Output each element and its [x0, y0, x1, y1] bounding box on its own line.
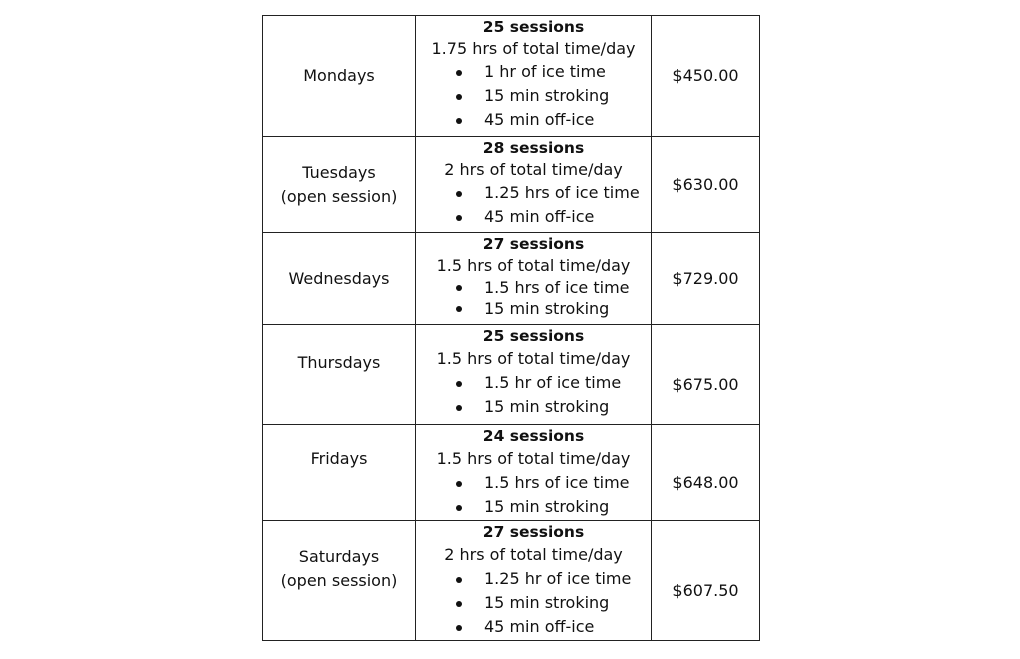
time-breakdown-list — [416, 371, 651, 419]
price: $630.00 — [672, 174, 739, 194]
day-cell — [263, 137, 416, 233]
total-time: 2 hrs of total time/day — [444, 545, 623, 564]
time-breakdown-list — [416, 567, 651, 639]
day-cell — [263, 521, 416, 641]
day-name: Fridays — [310, 449, 368, 468]
session-count: 25 sessions — [482, 18, 585, 36]
details-cell — [416, 325, 652, 425]
day-cell — [263, 233, 416, 325]
total-time: 1.5 hrs of total time/day — [436, 256, 631, 275]
day-name: Tuesdays — [302, 162, 376, 182]
price-cell — [652, 521, 760, 641]
list-item: 45 min off-ice — [416, 108, 651, 132]
price: $729.00 — [672, 268, 739, 288]
price-cell — [652, 233, 760, 325]
list-item: 15 min stroking — [416, 84, 651, 108]
total-time: 1.5 hrs of total time/day — [436, 349, 631, 368]
time-breakdown-list — [416, 60, 651, 132]
session-count: 28 sessions — [482, 139, 585, 157]
table-row — [263, 425, 760, 521]
price: $648.00 — [672, 472, 739, 492]
table-row — [263, 233, 760, 325]
list-item: 1.5 hr of ice time — [416, 371, 651, 395]
day-name: Saturdays — [298, 547, 380, 566]
time-breakdown-list — [416, 181, 651, 229]
session-count: 27 sessions — [482, 235, 585, 253]
list-item: 1.5 hrs of ice time — [416, 277, 651, 298]
total-time: 1.75 hrs of total time/day — [431, 39, 636, 58]
details-cell — [416, 137, 652, 233]
list-item: 1.25 hrs of ice time — [416, 181, 651, 205]
list-item: 15 min stroking — [416, 298, 651, 319]
session-count: 27 sessions — [482, 523, 585, 541]
time-breakdown-list — [416, 277, 651, 319]
list-item: 1.25 hr of ice time — [416, 567, 651, 591]
day-note: (open session) — [280, 186, 398, 206]
list-item: 15 min stroking — [416, 395, 651, 419]
session-count: 24 sessions — [482, 427, 585, 445]
price: $450.00 — [672, 66, 739, 85]
list-item: 45 min off-ice — [416, 205, 651, 229]
session-pricing-table — [262, 15, 760, 641]
list-item: 15 min stroking — [416, 495, 651, 519]
table-row — [263, 16, 760, 137]
day-name: Wednesdays — [288, 268, 390, 288]
time-breakdown-list — [416, 471, 651, 519]
price: $607.50 — [672, 580, 739, 600]
details-cell — [416, 16, 652, 137]
price: $675.00 — [672, 374, 739, 394]
table-row — [263, 137, 760, 233]
list-item: 15 min stroking — [416, 591, 651, 615]
list-item: 1 hr of ice time — [416, 60, 651, 84]
total-time: 1.5 hrs of total time/day — [436, 449, 631, 468]
details-cell — [416, 233, 652, 325]
session-count: 25 sessions — [482, 327, 585, 345]
day-cell — [263, 16, 416, 137]
price-cell — [652, 137, 760, 233]
details-cell — [416, 425, 652, 521]
price-cell — [652, 325, 760, 425]
table-row — [263, 521, 760, 641]
price-cell — [652, 16, 760, 137]
table-row — [263, 325, 760, 425]
price-cell — [652, 425, 760, 521]
list-item: 45 min off-ice — [416, 615, 651, 639]
day-cell — [263, 425, 416, 521]
day-note: (open session) — [280, 571, 398, 590]
details-cell — [416, 521, 652, 641]
list-item: 1.5 hrs of ice time — [416, 471, 651, 495]
total-time: 2 hrs of total time/day — [444, 160, 623, 179]
day-name: Mondays — [303, 66, 375, 85]
day-cell — [263, 325, 416, 425]
day-name: Thursdays — [297, 353, 381, 372]
